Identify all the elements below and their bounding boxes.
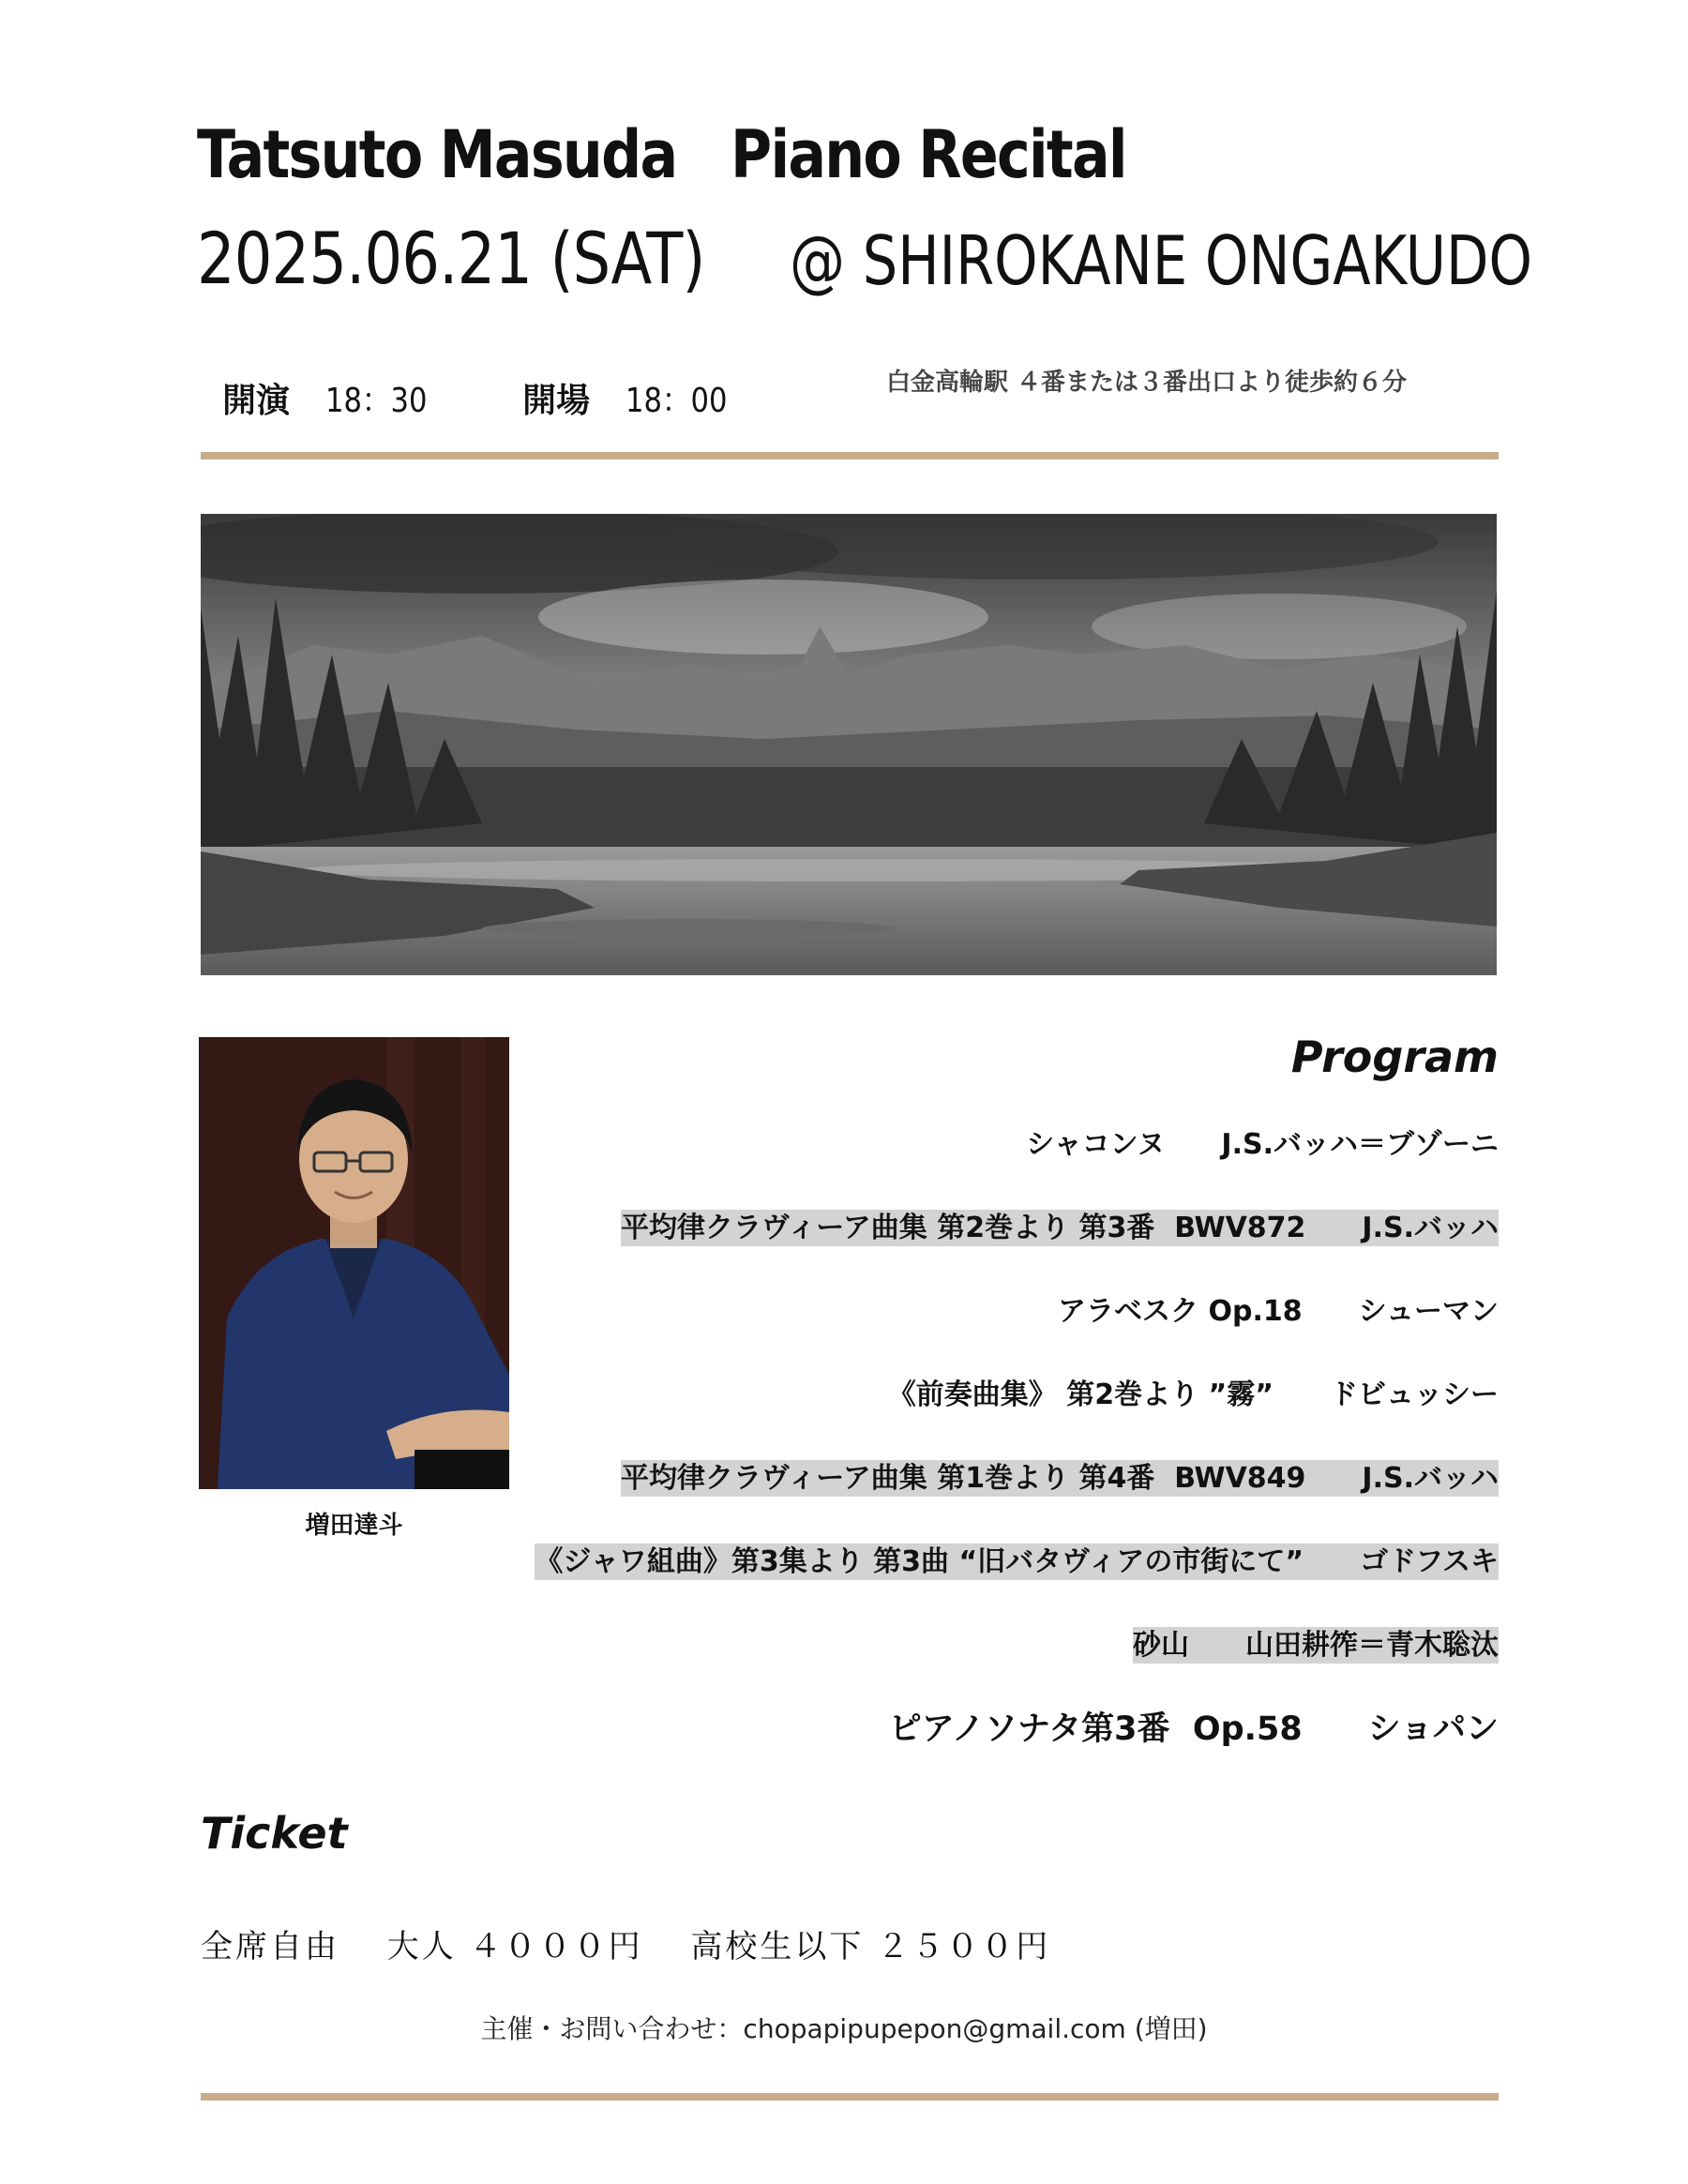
program-item xyxy=(467,1376,1499,1459)
program-item xyxy=(467,1543,1499,1626)
start-label: 開演 xyxy=(222,382,291,420)
program-item-text: 《前奏曲集》 第2巻より ”霧” ドビュッシー xyxy=(887,1378,1499,1411)
landscape-photo xyxy=(201,514,1497,975)
concert-date: 2025.06.21 (SAT) xyxy=(197,217,705,300)
program-list xyxy=(467,1125,1499,1799)
contact-info: 主催・お問い合わせ：chopapipupepon@gmail.com (増田) xyxy=(480,2013,1208,2044)
program-item-text: シャコンヌ J.S.バッハ＝ブゾーニ xyxy=(1026,1128,1499,1161)
open-time: 18：00 xyxy=(625,382,728,420)
program-item-text: 《ジャワ組曲》第3集より 第3曲 “旧バタヴィアの市街にて” ゴドフスキ xyxy=(535,1545,1499,1578)
program-heading: Program xyxy=(1290,1032,1499,1082)
concert-venue: @ SHIROKANE ONGAKUDO xyxy=(790,221,1532,300)
program-item-text: アラベスク Op.18 シューマン xyxy=(1058,1295,1499,1328)
performer-portrait xyxy=(199,1037,509,1489)
program-item xyxy=(467,1292,1499,1376)
open-time-block xyxy=(499,351,745,418)
program-item xyxy=(467,1209,1499,1292)
bottom-divider xyxy=(201,2093,1499,2101)
program-item-text: 平均律クラヴィーア曲集 第2巻より 第3番 BWV872 J.S.バッハ xyxy=(621,1212,1499,1244)
ticket-heading: Ticket xyxy=(201,1808,348,1859)
program-item xyxy=(467,1459,1499,1543)
program-item xyxy=(467,1125,1499,1209)
program-item xyxy=(467,1710,1499,1799)
station-access: 白金高輪駅 ４番または３番出口より徒歩約６分 xyxy=(886,369,1408,397)
program-item-text: ピアノソナタ第3番 Op.58 ショパン xyxy=(888,1710,1499,1748)
start-time-block xyxy=(199,351,445,418)
start-time: 18：30 xyxy=(324,382,428,420)
ticket-prices: 全席自由 大人 ４０００円 高校生以下 ２５００円 xyxy=(201,1928,1051,1966)
top-divider xyxy=(201,452,1499,459)
recital-title: Tatsuto Masuda Piano Recital xyxy=(197,116,1126,193)
program-item xyxy=(467,1626,1499,1710)
performer-name: 増田達斗 xyxy=(305,1512,403,1540)
program-item-text: 砂山 山田耕筰＝青木聡汰 xyxy=(1133,1629,1499,1662)
open-label: 開場 xyxy=(522,382,591,420)
program-item-text: 平均律クラヴィーア曲集 第1巻より 第4番 BWV849 J.S.バッハ xyxy=(621,1462,1499,1495)
